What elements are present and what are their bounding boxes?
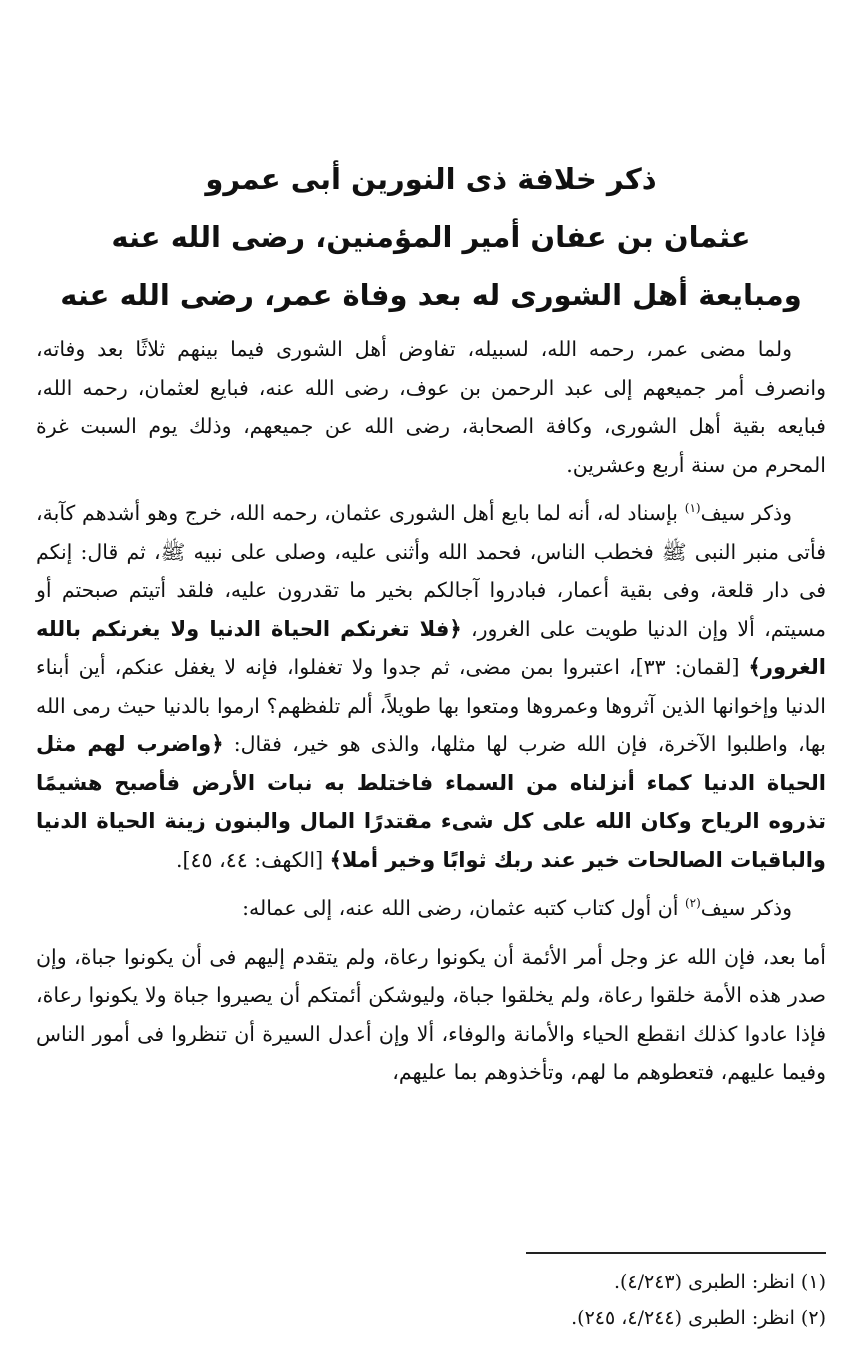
heading-line-1: ذكر خلافة ذى النورين أبى عمرو	[205, 162, 657, 196]
heading-line-3: ومبايعة أهل الشورى له بعد وفاة عمر، رضى الله عنه	[60, 278, 802, 312]
footnote-1: (١) انظر: الطبرى (٤/٢٤٣).	[613, 1271, 826, 1293]
text-segment: بإسناد له، أنه لما بايع أهل الشورى عثمان، رحمه الله، خرج وهو أشدهم كآبة، فأتى منبر النبى ﷺ فخطب الناس، فحمد الله وأثنى عليه، وصلى على نبيه ﷺ، ثم قال: إنكم فى دار قلعة، وفى بقية أعمار، فبادروا آجالكم بخير ما تقدرون عليه، فلقد أتيتم صبحتم أو مسيتم، ألا وإن الدنيا طويت على الغرور،	[36, 501, 827, 641]
text-segment: [لقمان: ٣٣]، اعتبروا بمن مضى، ثم جدوا ولا تغفلوا، فإنه لا يغفل عنكم، أين أبناء الدنيا وإخوانها الذين آثروها وعمروها ومتعوا بها طويلاً، ألم تلفظهم؟ ارموا بالدنيا حيث رمى الله بها، واطلبوا الآخرة، فإن الله ضرب لها مثلها، والذى هو خير، فقال:	[36, 655, 826, 756]
footnote-marker: (١)	[684, 501, 701, 516]
text-segment: أما بعد، فإن الله عز وجل أمر الأئمة أن يكونوا رعاة، ولم يتقدم إليهم فى أن يكونوا جباة، وإن صدر هذه الأمة خلقوا رعاة، ولم يخلقوا جباة، وليوشكن أئمتكم أن يصيروا جباة ولا يكونوا رعاة، فإذا عادوا كذلك انقطع الحياء والأمانة والوفاء، ألا وإن أعدل السيرة أن تنظروا فى أمور الناس وفيما عليهم، فتعطوهم ما لهم، وتأخذوهم بما عليهم،	[36, 944, 826, 1084]
footnotes	[226, 1264, 826, 1336]
footnote-2: (٢) انظر: الطبرى (٤/٢٤٤، ٢٤٥).	[571, 1307, 826, 1329]
footnote-marker: (٢)	[684, 896, 701, 911]
paragraph-2	[36, 494, 826, 879]
text-segment: [الكهف: ٤٤، ٤٥].	[176, 847, 330, 872]
text-segment: ولما مضى عمر، رحمه الله، لسبيله، تفاوض أهل الشورى فيما بينهم ثلاثًا بعد وفاته، وانصرف أمر جميعهم إلى عبد الرحمن بن عوف، رضى الله عنه، فبايع لعثمان، رحمه الله، فبايعه بقية أهل الشورى، وكافة الصحابة، رضى الله عن جميعهم، وذلك يوم السبت غرة المحرم من سنة أربع وعشرين.	[36, 337, 826, 477]
footnote-divider	[526, 1252, 826, 1254]
text-segment: وذكر سيف	[700, 896, 792, 920]
text-segment: وذكر سيف	[700, 501, 792, 525]
quran-quote: ﴿واضرب لهم مثل الحياة الدنيا كماء أنزلناه من السماء فاختلط به نبات الأرض فأصبح هشيمًا تذروه الرياح وكان الله على كل شىء مقتدرًا المال والبنون زينة الحياة الدنيا والباقيات الصالحات خير عند ربك ثوابًا وخير أملا﴾	[36, 732, 826, 872]
body-text	[36, 330, 826, 1092]
paragraph-1	[36, 330, 826, 484]
text-segment: أن أول كتاب كتبه عثمان، رضى الله عنه، إلى عماله:	[242, 896, 685, 920]
paragraph-4	[36, 938, 826, 1092]
paragraph-3	[36, 889, 826, 928]
chapter-heading	[36, 150, 826, 324]
quran-quote: ﴿فلا تغرنكم الحياة الدنيا ولا يغرنكم بالله الغرور﴾	[36, 616, 826, 679]
heading-line-2: عثمان بن عفان أمير المؤمنين، رضى الله عنه	[111, 220, 751, 254]
page-body	[36, 150, 826, 1102]
